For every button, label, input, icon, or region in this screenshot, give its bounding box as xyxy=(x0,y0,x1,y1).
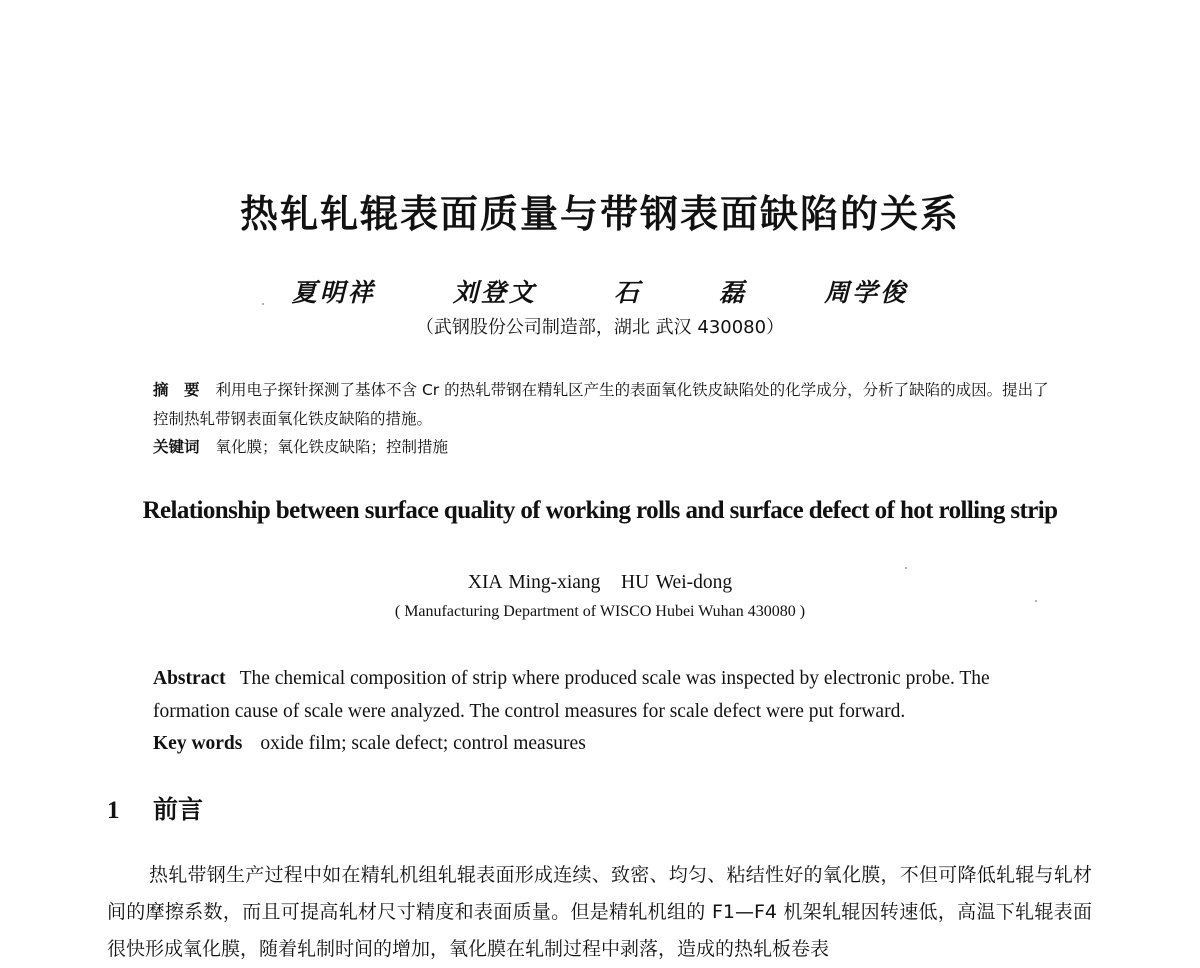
scan-speck xyxy=(905,567,907,569)
affiliation-chinese: （武钢股份公司制造部，湖北 武汉 430080） xyxy=(415,317,785,338)
keywords-chinese-label: 关键词 xyxy=(153,438,200,456)
keywords-english xyxy=(153,729,1053,759)
keywords-english-text: oxide film; scale defect; control measures xyxy=(260,733,586,754)
section-heading xyxy=(107,790,203,826)
authors-chinese: 夏明祥 刘登文 石 磊 周学俊 xyxy=(291,278,909,307)
abstract-chinese-text: 利用电子探针探测了基体不含 Cr 的热轧带钢在精轧区产生的表面氧化铁皮缺陷处的化学成分，分析了缺陷的成因。提出了控制热轧带钢表面氧化铁皮缺陷的措施。 xyxy=(153,381,1049,428)
keywords-english-label: Key words xyxy=(153,733,243,754)
section-number: 1 xyxy=(107,797,120,824)
paper-title-english: Relationship between surface quality of working rolls and surface defect of hot rolling strip xyxy=(142,497,1058,524)
scan-speck xyxy=(1035,600,1037,602)
abstract-chinese-label: 摘 要 xyxy=(153,381,200,399)
body-paragraph: 热轧带钢生产过程中如在精轧机组轧辊表面形成连续、致密、均匀、粘结性好的氧化膜，不但可降低轧辊与轧材间的摩擦系数，而且可提高轧材尺寸精度和表面质量。但是精轧机组的 F1—F4 机架轧辊因转速低，高温下轧辊表面很快形成氧化膜，随着轧制时间的增加，氧化膜在轧制过程中剥落，造成的热轧板卷表 xyxy=(107,864,1092,960)
keywords-chinese xyxy=(153,434,1053,460)
abstract-english-text: The chemical composition of strip where produced scale was inspected by electronic probe. The formation cause of scale were analyzed. The control measures for scale defect were put forward. xyxy=(153,668,990,722)
section-title: 前言 xyxy=(153,795,204,824)
abstract-chinese xyxy=(153,376,1053,434)
paper-title-chinese: 热轧轧辊表面质量与带钢表面缺陷的关系 xyxy=(239,192,960,236)
affiliation-english: ( Manufacturing Department of WISCO Hubei Wuhan 430080 ) xyxy=(394,603,806,620)
authors-english: XIA Ming-xiang HU Wei-dong xyxy=(467,572,733,593)
keywords-chinese-text: 氧化膜；氧化铁皮缺陷；控制措施 xyxy=(215,438,449,456)
abstract-english-label: Abstract xyxy=(153,668,226,689)
abstract-english xyxy=(153,662,1053,728)
scan-speck xyxy=(262,303,264,305)
